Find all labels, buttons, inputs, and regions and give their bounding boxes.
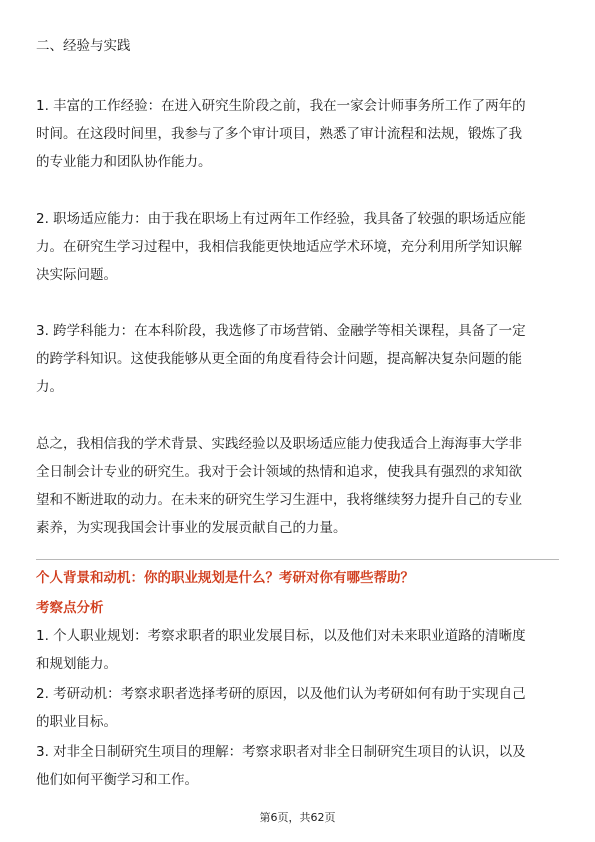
analysis-line: 3. 对非全日制研究生项目的理解：考察求职者对非全日制研究生项目的认识，以及 [36, 744, 526, 760]
page-number: 第6页，共62页 [259, 811, 336, 824]
paragraph-line: 素养，为实现我国会计事业的发展贡献自己的力量。 [36, 520, 347, 536]
analysis-line: 2. 考研动机：考察求职者选择考研的原因，以及他们认为考研如何有助于实现自己 [36, 686, 526, 702]
paragraph-line: 的专业能力和团队协作能力。 [36, 154, 212, 170]
section-title: 二、经验与实践 [36, 38, 131, 54]
paragraph-line: 3. 跨学科能力：在本科阶段，我选修了市场营销、金融学等相关课程，具备了一定 [36, 323, 526, 339]
analysis-item-motivation [36, 680, 559, 736]
paragraph-workplace-adaptability [36, 205, 559, 289]
paragraph-conclusion [36, 430, 559, 542]
analysis-title: 考察点分析 [36, 600, 104, 616]
paragraph-line: 时间。在这段时间里，我参与了多个审计项目，熟悉了审计流程和法规，锻炼了我 [36, 126, 522, 142]
paragraph-line: 的跨学科知识。这使我能够从更全面的角度看待会计问题，提高解决复杂问题的能 [36, 351, 522, 367]
paragraph-line: 总之，我相信我的学术背景、实践经验以及职场适应能力使我适合上海海事大学非 [36, 436, 522, 452]
analysis-line: 1. 个人职业规划：考察求职者的职业发展目标，以及他们对未来职业道路的清晰度 [36, 628, 526, 644]
question-title: 个人背景和动机：你的职业规划是什么？考研对你有哪些帮助？ [36, 570, 414, 586]
paragraph-work-experience [36, 92, 559, 176]
analysis-line: 和规划能力。 [36, 656, 117, 672]
paragraph-line: 力。在研究生学习过程中，我相信我能更快地适应学术环境，充分利用所学知识解 [36, 239, 522, 255]
paragraph-interdisciplinary [36, 317, 559, 401]
analysis-line: 的职业目标。 [36, 714, 117, 730]
paragraph-line: 望和不断进取的动力。在未来的研究生学习生涯中，我将继续努力提升自己的专业 [36, 492, 522, 508]
analysis-line: 他们如何平衡学习和工作。 [36, 772, 198, 788]
section-divider [36, 559, 559, 560]
analysis-item-part-time-understanding [36, 738, 559, 794]
paragraph-line: 力。 [36, 379, 63, 395]
paragraph-line: 1. 丰富的工作经验：在进入研究生阶段之前，我在一家会计师事务所工作了两年的 [36, 98, 526, 114]
analysis-item-career-planning [36, 622, 559, 678]
paragraph-line: 决实际问题。 [36, 267, 117, 283]
paragraph-line: 2. 职场适应能力：由于我在职场上有过两年工作经验，我具备了较强的职场适应能 [36, 211, 526, 227]
paragraph-line: 全日制会计专业的研究生。我对于会计领域的热情和追求，使我具有强烈的求知欲 [36, 464, 522, 480]
